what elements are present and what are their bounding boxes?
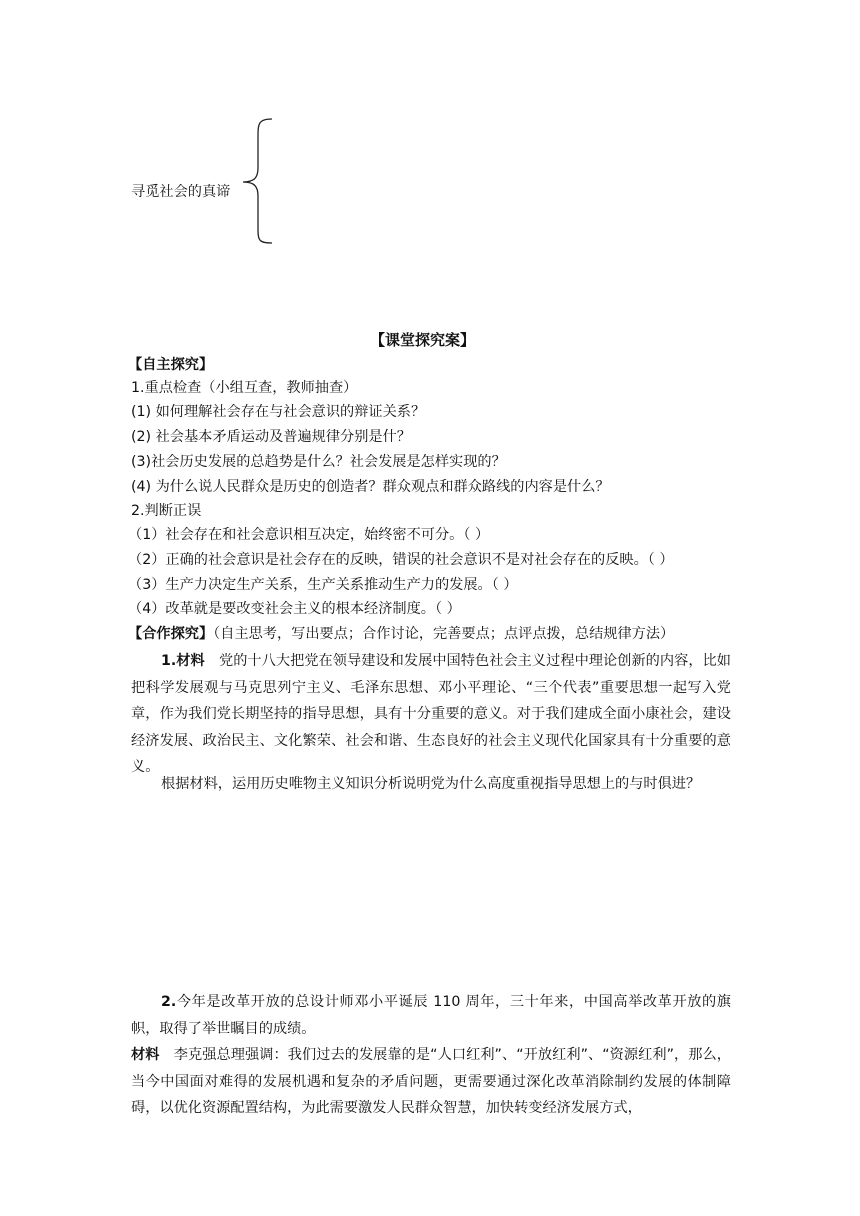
- self-inquiry-heading: 【自主探究】: [128, 357, 214, 373]
- coop-heading: 【合作探究】: [128, 626, 214, 642]
- judgement-2: （2）正确的社会意识是社会存在的反映，错误的社会意识不是对社会存在的反映。（ ）: [128, 552, 674, 568]
- judgement-1: （1）社会存在和社会意识相互决定，始终密不可分。（ ）: [128, 527, 490, 543]
- question-2: (2) 社会基本矛盾运动及普遍规律分别是什？: [131, 429, 411, 445]
- section-title: 【课堂探究案】: [370, 331, 476, 349]
- coop-note: （自主思考，写出要点；合作讨论，完善要点；点评点拨，总结规律方法）: [213, 626, 675, 642]
- judge-heading: 2.判断正误: [131, 503, 202, 519]
- material-1-paragraph: [131, 648, 731, 781]
- item-2-label: 2.: [161, 994, 177, 1010]
- key-check-heading: 1.重点检查（小组互查，教师抽查）: [131, 380, 358, 396]
- judgement-3: （3）生产力决定生产关系，生产关系推动生产力的发展。（ ）: [128, 577, 518, 593]
- material-2-paragraph: [131, 1042, 731, 1122]
- question-1: (1) 如何理解社会存在与社会意识的辩证关系？: [131, 404, 426, 420]
- question-1-prompt: 根据材料，运用历史唯物主义知识分析说明党为什么高度重视指导思想上的与时俱进？: [161, 776, 701, 792]
- question-4: (4) 为什么说人民群众是历史的创造者？群众观点和群众路线的内容是什么？: [131, 479, 610, 495]
- material-2-text: 李克强总理强调：我们过去的发展靠的是“人口红利”、“开放红利”、“资源红利”，那么，当今中国面对难得的发展机遇和复杂的矛盾问题，更需要通过深化改革消除制约发展的体制障碍，以优化资源配置结构，为此需要激发人民群众智慧，加快转变经济发展方式，: [131, 1047, 731, 1116]
- judgement-4: （4）改革就是要改变社会主义的根本经济制度。（ ）: [128, 601, 461, 617]
- material-1-text: 党的十八大把党在领导建设和发展中国特色社会主义过程中理论创新的内容，比如把科学发展观与马克思列宁主义、毛泽东思想、邓小平理论、“三个代表”重要思想一起写入党章，作为我们党长期坚持的指导思想，具有十分重要的意义。对于我们建成全面小康社会，建设经济发展、政治民主、文化繁荣、社会和谐、生态良好的社会主义现代化国家具有十分重要的意义。: [131, 653, 731, 775]
- item-2-paragraph: [131, 989, 731, 1042]
- curly-brace-icon: [240, 116, 280, 246]
- material-1-label: 1.材料: [161, 653, 205, 669]
- coop-heading-line: [128, 623, 674, 645]
- question-3: (3)社会历史发展的总趋势是什么？社会发展是怎样实现的？: [131, 454, 506, 470]
- brace-label: 寻觅社会的真谛: [131, 184, 231, 200]
- material-2-label: 材料: [131, 1047, 160, 1063]
- item-2-text: 今年是改革开放的总设计师邓小平诞辰 110 周年，三十年来，中国高举改革开放的旗帜，取得了举世瞩目的成绩。: [131, 994, 731, 1037]
